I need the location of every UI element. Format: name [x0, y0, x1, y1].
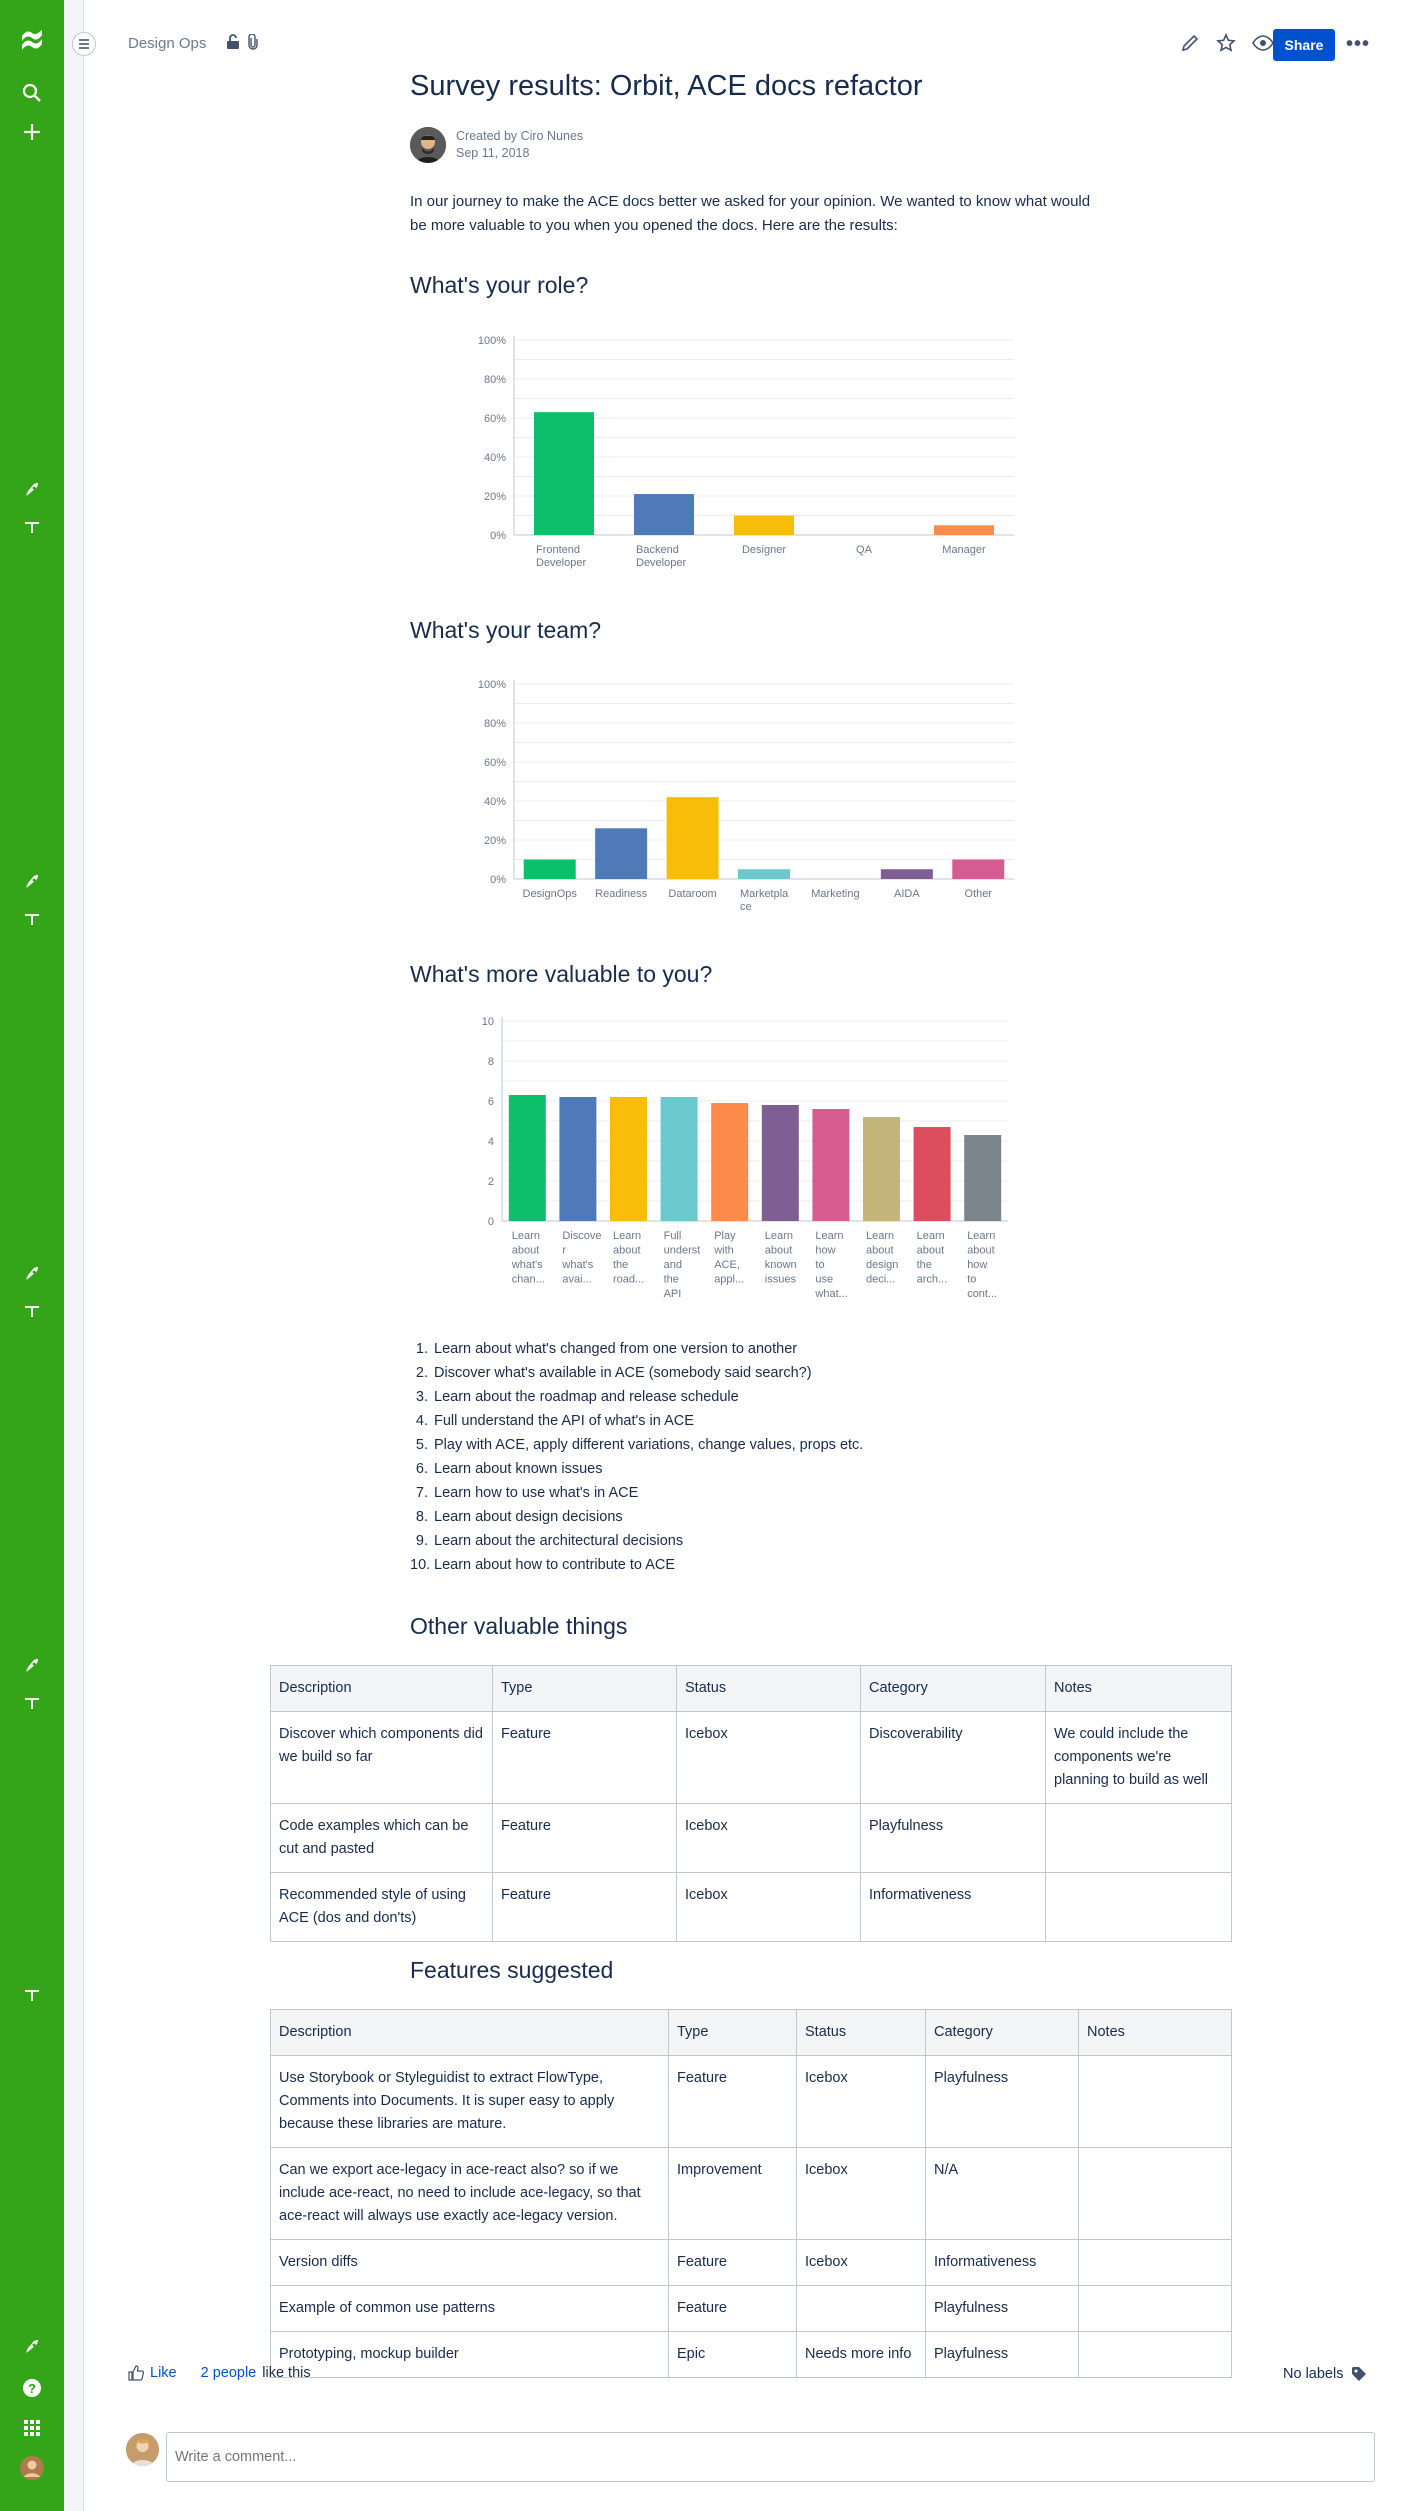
y-tick-label: 40% — [483, 452, 506, 464]
y-tick-label: 4 — [487, 1136, 494, 1148]
pin-icon[interactable] — [18, 512, 46, 540]
column-header: Category — [926, 2010, 1079, 2056]
team-chart — [460, 669, 1020, 929]
x-tick-label: Learn about known issues — [764, 1230, 797, 1286]
y-tick-label: 60% — [483, 757, 506, 769]
bar[interactable] — [661, 1097, 698, 1221]
table-cell — [1079, 2056, 1232, 2148]
table-cell: Informativeness — [926, 2240, 1079, 2286]
bar[interactable] — [934, 525, 994, 535]
table-cell: Needs more info — [797, 2332, 926, 2378]
page-title: Survey results: Orbit, ACE docs refactor — [410, 70, 923, 102]
y-tick-label: 2 — [487, 1176, 494, 1188]
bar[interactable] — [952, 860, 1004, 880]
table-cell: Use Storybook or Styleguidist to extract FlowType, Comments into Documents. It is super easy to apply because these libraries are mature. — [271, 2056, 669, 2148]
create-plus-icon[interactable] — [18, 118, 46, 146]
pin-icon[interactable] — [18, 1688, 46, 1716]
x-tick-label: Play with ACE, appl... — [714, 1230, 745, 1286]
table-cell: We could include the components we're planning to build as well — [1046, 1712, 1232, 1804]
y-tick-label: 40% — [483, 796, 506, 808]
x-tick-label: Learn how to use what... — [815, 1230, 848, 1300]
table-row — [271, 1712, 1232, 1804]
other-table — [270, 1665, 1232, 1942]
rocket-icon[interactable] — [18, 476, 46, 504]
table-cell: Playfulness — [926, 2332, 1079, 2378]
table-row — [271, 2332, 1232, 2378]
intro-paragraph: In our journey to make the ACE docs better we asked for your opinion. We wanted to know what would be more valuable to you when you opened the docs. Here are the results: — [410, 193, 1091, 234]
table-cell: Playfulness — [926, 2056, 1079, 2148]
y-tick-label: 10 — [481, 1016, 494, 1028]
x-tick-label: Learn about how to cont... — [967, 1230, 998, 1300]
table-cell: Icebox — [677, 1804, 861, 1873]
y-tick-label: 100% — [477, 679, 506, 691]
y-tick-label: 20% — [483, 491, 506, 503]
author-avatar[interactable] — [410, 127, 446, 163]
features-table — [270, 2009, 1232, 2378]
table-row — [271, 2056, 1232, 2148]
attachment-icon[interactable] — [247, 34, 259, 55]
heading-other: Other valuable things — [410, 1613, 628, 1639]
table-cell: Feature — [669, 2056, 797, 2148]
bar[interactable] — [524, 860, 576, 880]
table-row — [271, 2286, 1232, 2332]
sidebar-rail — [64, 0, 84, 2511]
breadcrumb-space[interactable]: Design Ops — [128, 35, 207, 52]
table-cell: Feature — [493, 1804, 677, 1873]
list-item: 7. Learn how to use what's in ACE — [415, 1485, 639, 1501]
unlock-icon[interactable] — [225, 34, 241, 55]
table-cell: Feature — [493, 1873, 677, 1942]
bar[interactable] — [711, 1103, 748, 1221]
list-item: 1. Learn about what's changed from one version to another — [415, 1341, 798, 1357]
table-cell — [1079, 2332, 1232, 2378]
x-tick-label: Discove r what's avai... — [562, 1230, 602, 1286]
search-icon[interactable] — [18, 79, 46, 107]
confluence-logo-icon[interactable] — [18, 26, 46, 54]
bar[interactable] — [863, 1117, 900, 1221]
table-row — [271, 2148, 1232, 2240]
created-date[interactable]: Sep 11, 2018 — [456, 146, 530, 160]
heading-team: What's your team? — [410, 617, 602, 643]
bar[interactable] — [738, 869, 790, 879]
likers-link[interactable]: 2 people — [200, 2365, 257, 2381]
y-tick-label: 80% — [483, 374, 506, 386]
global-sidebar — [0, 0, 64, 2511]
x-tick-label: Full underst and the API — [663, 1230, 701, 1300]
list-item: 10. Learn about how to contribute to ACE — [410, 1557, 676, 1573]
role-chart — [460, 325, 1020, 585]
table-cell: Icebox — [677, 1873, 861, 1942]
thumbs-up-icon[interactable] — [128, 2365, 144, 2381]
rocket-icon[interactable] — [18, 1652, 46, 1680]
table-cell: Example of common use patterns — [271, 2286, 669, 2332]
bar[interactable] — [667, 797, 719, 879]
more-actions-icon[interactable]: ••• — [1346, 33, 1371, 55]
table-cell: Feature — [669, 2286, 797, 2332]
pin-icon[interactable] — [18, 904, 46, 932]
bar[interactable] — [610, 1097, 647, 1221]
app-switcher-icon[interactable] — [18, 2414, 46, 2442]
rocket-icon[interactable] — [18, 1260, 46, 1288]
column-header: Status — [797, 2010, 926, 2056]
y-tick-label: 20% — [483, 835, 506, 847]
y-tick-label: 0% — [490, 530, 506, 542]
author-name[interactable]: Created by Ciro Nunes — [456, 129, 584, 143]
table-cell — [1046, 1804, 1232, 1873]
table-cell — [1079, 2148, 1232, 2240]
y-tick-label: 100% — [477, 335, 506, 347]
rocket-icon[interactable] — [18, 2333, 46, 2361]
table-cell — [1079, 2240, 1232, 2286]
bar[interactable] — [634, 494, 694, 535]
y-tick-label: 60% — [483, 413, 506, 425]
no-labels-text: No labels — [1283, 2366, 1344, 2382]
table-cell: Icebox — [677, 1712, 861, 1804]
valuable-list — [410, 1337, 1110, 1577]
table-cell: Discover which components did we build so far — [271, 1712, 493, 1804]
bar[interactable] — [812, 1109, 849, 1221]
table-cell: Can we export ace-legacy in ace-react also? so if we include ace-react, no need to include ace-legacy, so that ace-react will always use exactly ace-legacy version. — [271, 2148, 669, 2240]
y-tick-label: 8 — [487, 1056, 494, 1068]
x-tick-label: Designer — [741, 544, 787, 556]
profile-avatar[interactable] — [18, 2454, 46, 2482]
bar[interactable] — [534, 412, 594, 535]
heading-role: What's your role? — [410, 272, 589, 298]
x-tick-label: Marketing — [811, 888, 860, 900]
comment-input[interactable] — [166, 2432, 1375, 2482]
labels-area — [1283, 2366, 1367, 2382]
column-header: Description — [271, 2010, 669, 2056]
share-button[interactable]: Share — [1273, 29, 1335, 61]
table-row — [271, 1804, 1232, 1873]
y-tick-label: 80% — [483, 718, 506, 730]
table-cell: Code examples which can be cut and pasted — [271, 1804, 493, 1873]
bar[interactable] — [964, 1135, 1001, 1221]
table-cell — [1079, 2286, 1232, 2332]
heading-features: Features suggested — [410, 1957, 614, 1983]
bar[interactable] — [559, 1097, 596, 1221]
x-tick-label: Manager — [942, 544, 986, 556]
bar[interactable] — [762, 1105, 799, 1221]
y-tick-label: 6 — [487, 1096, 494, 1108]
list-item: 5. Play with ACE, apply different variations, change values, props etc. — [415, 1437, 864, 1453]
x-tick-label: AIDA — [894, 888, 920, 900]
table-cell: Playfulness — [926, 2286, 1079, 2332]
valuable-chart — [460, 1010, 1020, 1310]
edit-pencil-icon[interactable] — [1180, 33, 1200, 58]
list-item: 4. Full understand the API of what's in ACE — [415, 1413, 694, 1429]
x-tick-label: QA — [856, 544, 872, 556]
x-tick-label: Learn about design deci... — [866, 1230, 899, 1286]
table-cell: Feature — [669, 2240, 797, 2286]
table-cell: Discoverability — [861, 1712, 1046, 1804]
label-tag-icon[interactable] — [1351, 2366, 1367, 2382]
help-icon[interactable] — [18, 2374, 46, 2402]
y-tick-label: 0% — [490, 874, 506, 886]
watch-eye-icon[interactable] — [1252, 33, 1274, 58]
column-header: Notes — [1079, 2010, 1232, 2056]
table-cell: Recommended style of using ACE (dos and don'ts) — [271, 1873, 493, 1942]
table-cell: Epic — [669, 2332, 797, 2378]
table-cell: Playfulness — [861, 1804, 1046, 1873]
table-cell: Icebox — [797, 2056, 926, 2148]
table-cell: Icebox — [797, 2148, 926, 2240]
x-tick-label: Learn about what's chan... — [511, 1230, 545, 1286]
table-cell — [1046, 1873, 1232, 1942]
like-suffix: like this — [262, 2365, 311, 2381]
bar[interactable] — [509, 1095, 546, 1221]
x-tick-label: Frontend Developer — [536, 544, 587, 569]
pin-icon[interactable] — [18, 1980, 46, 2008]
list-item: 3. Learn about the roadmap and release schedule — [415, 1389, 739, 1405]
column-header: Description — [271, 1666, 493, 1712]
table-cell: Icebox — [797, 2240, 926, 2286]
column-header: Type — [669, 2010, 797, 2056]
table-cell — [797, 2286, 926, 2332]
table-cell: Feature — [493, 1712, 677, 1804]
like-button[interactable]: Like — [150, 2365, 177, 2381]
star-icon[interactable] — [1216, 33, 1236, 58]
column-header: Type — [493, 1666, 677, 1712]
table-cell: Version diffs — [271, 2240, 669, 2286]
bar[interactable] — [734, 516, 794, 536]
x-tick-label: Marketpla ce — [740, 888, 789, 913]
table-cell: Prototyping, mockup builder — [271, 2332, 669, 2378]
column-header: Category — [861, 1666, 1046, 1712]
table-header-row — [271, 1666, 1232, 1712]
svg-text:?: ? — [28, 2381, 36, 2396]
x-tick-label: Other — [964, 888, 993, 900]
x-tick-label: Learn about the arch... — [916, 1230, 948, 1286]
x-tick-label: Backend Developer — [636, 544, 687, 569]
list-item: 8. Learn about design decisions — [415, 1509, 623, 1525]
column-header: Notes — [1046, 1666, 1232, 1712]
table-cell: N/A — [926, 2148, 1079, 2240]
list-item: 6. Learn about known issues — [415, 1461, 603, 1477]
table-header-row — [271, 2010, 1232, 2056]
x-tick-label: Learn about the road... — [613, 1230, 645, 1286]
bar[interactable] — [881, 869, 933, 879]
table-cell: Improvement — [669, 2148, 797, 2240]
bar[interactable] — [595, 828, 647, 879]
column-header: Status — [677, 1666, 861, 1712]
y-tick-label: 0 — [487, 1216, 494, 1228]
table-row — [271, 1873, 1232, 1942]
rocket-icon[interactable] — [18, 868, 46, 896]
pin-icon[interactable] — [18, 1296, 46, 1324]
commenter-avatar — [126, 2433, 159, 2466]
x-tick-label: Readiness — [595, 888, 648, 900]
x-tick-label: DesignOps — [522, 888, 577, 900]
list-item: 2. Discover what's available in ACE (somebody said search?) — [415, 1365, 812, 1381]
table-row — [271, 2240, 1232, 2286]
heading-valuable: What's more valuable to you? — [410, 961, 713, 987]
table-cell: Informativeness — [861, 1873, 1046, 1942]
bar[interactable] — [914, 1127, 951, 1221]
like-area — [128, 2365, 311, 2381]
x-tick-label: Dataroom — [668, 888, 717, 900]
list-item: 9. Learn about the architectural decisions — [415, 1533, 684, 1549]
